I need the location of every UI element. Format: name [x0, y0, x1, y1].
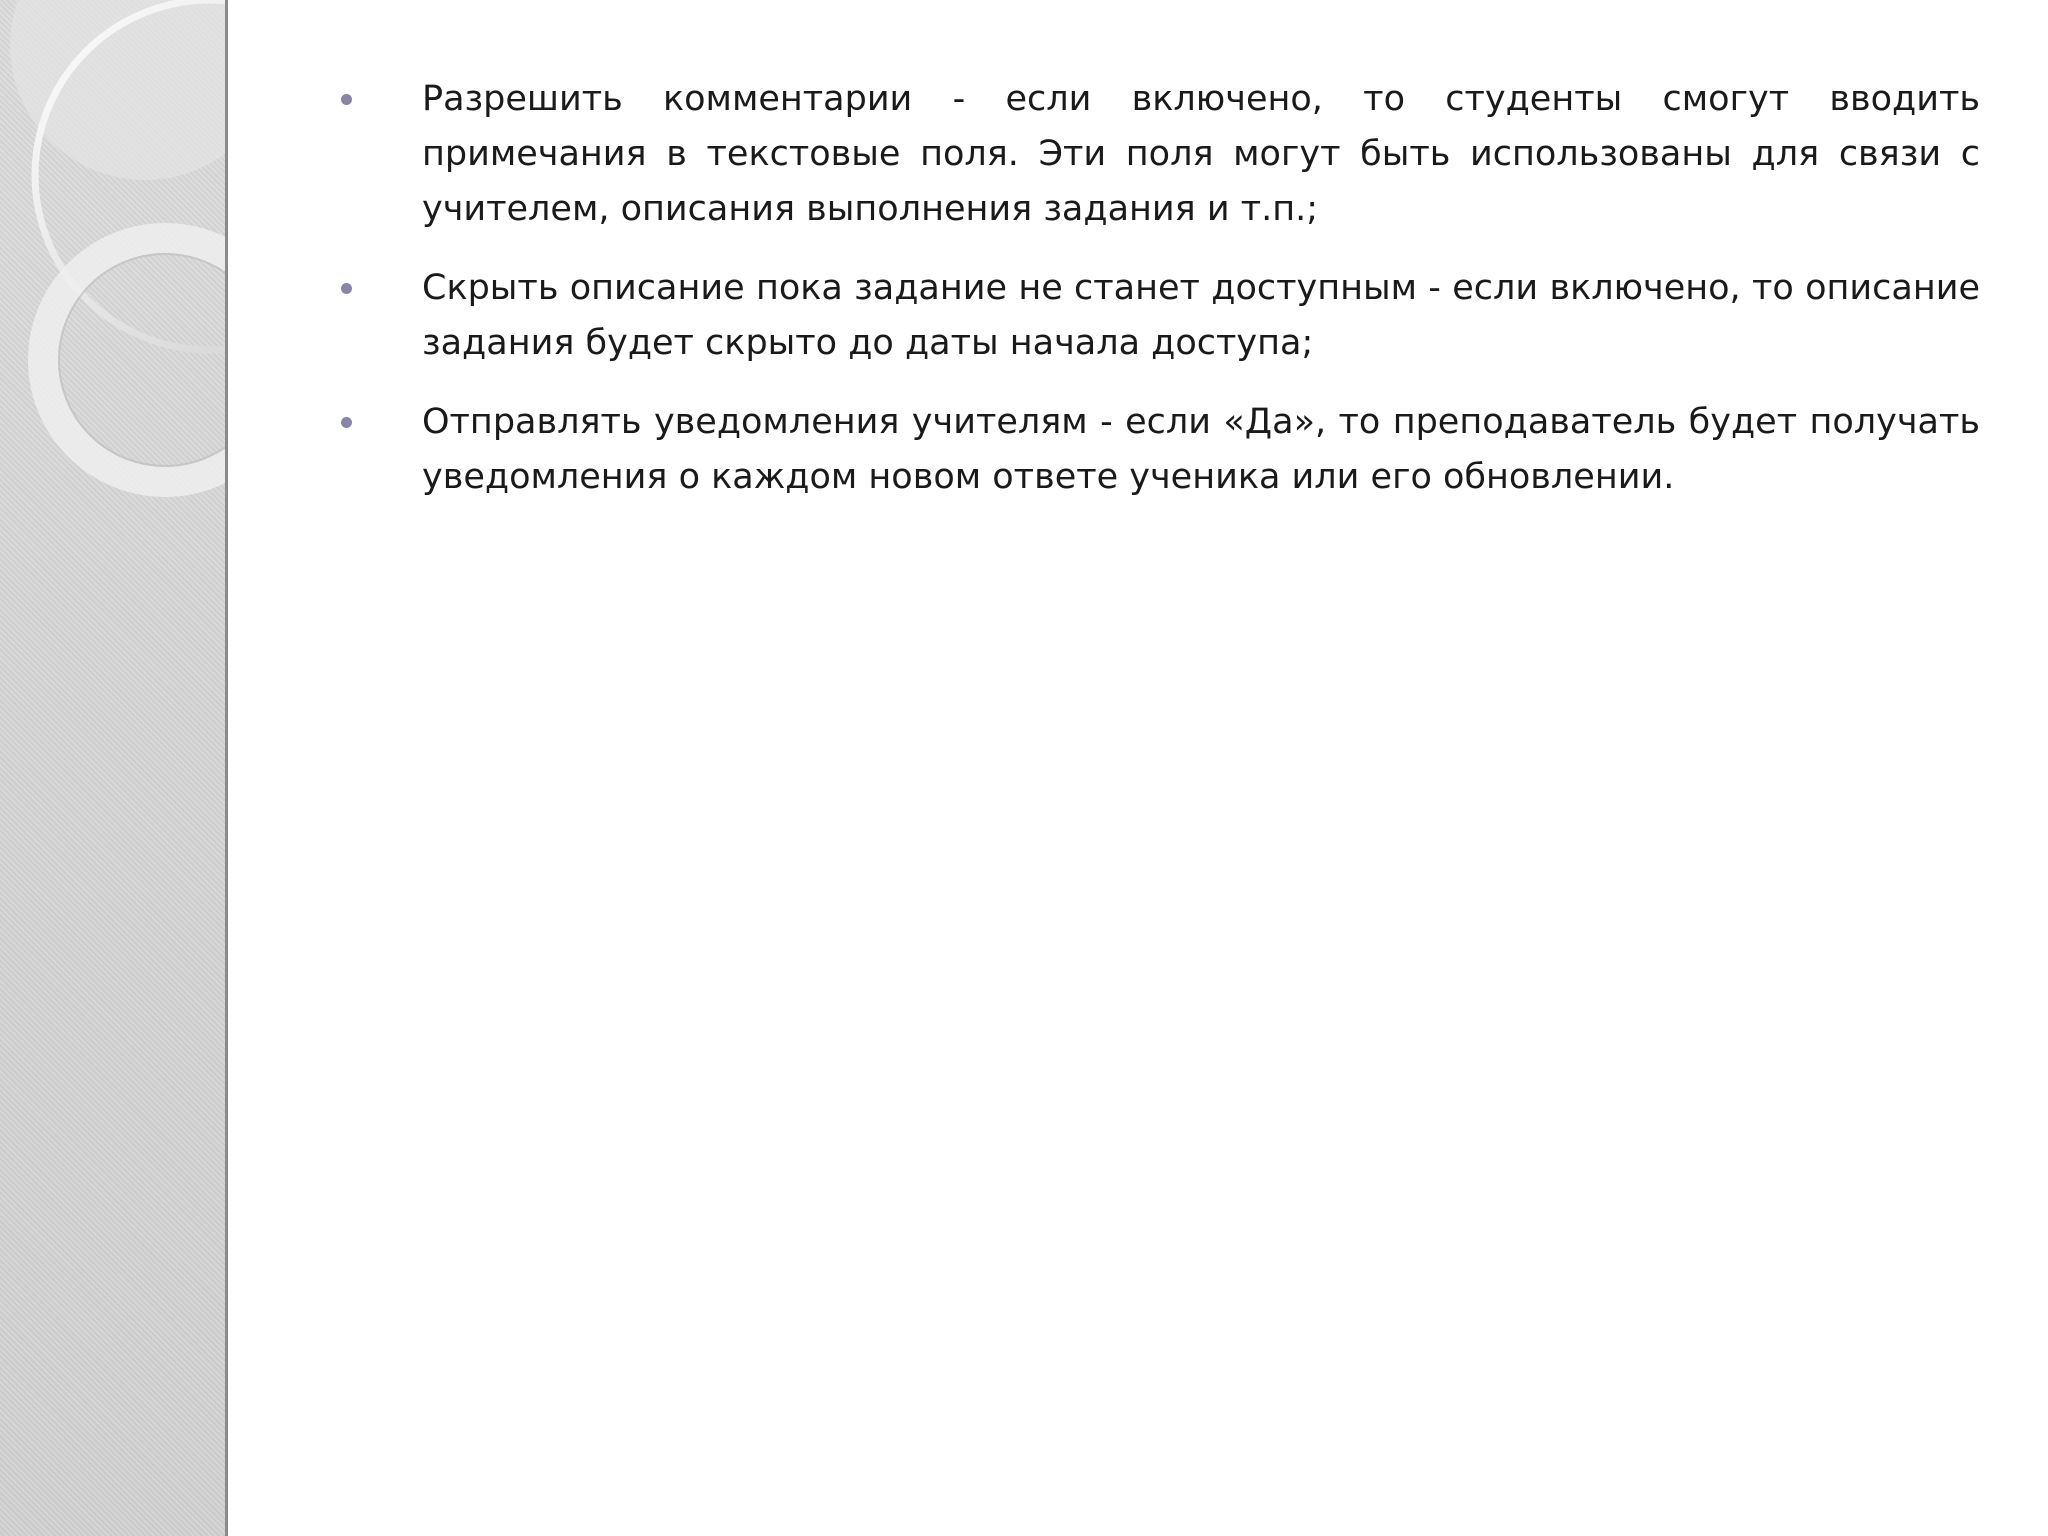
- bullet-item-send-notifications: [330, 395, 1980, 505]
- decorative-rings: [0, 0, 228, 520]
- bullet-item-allow-comments: [330, 72, 1980, 237]
- bullet-dot-icon: [341, 417, 352, 428]
- decorative-side-panel: [0, 0, 228, 1536]
- slide-content: [330, 72, 1980, 529]
- bullet-text: Разрешить комментарии - если включено, то студенты смогут вводить примечания в текстовые поля. Эти поля могут быть использованы для связи с учителем, описания выполнения задания и т.п.;: [422, 79, 1980, 229]
- bullet-dot-icon: [341, 283, 352, 294]
- decorative-small-ring-outer: [43, 238, 228, 482]
- bullet-text: Отправлять уведомления учителям - если «Да», то преподаватель будет получать уведомления о каждом новом ответе ученика или его обновлении.: [422, 402, 1980, 497]
- bullet-text: Скрыть описание пока задание не станет доступным - если включено, то описание задания будет скрыто до даты начала доступа;: [422, 268, 1980, 363]
- bullet-dot-icon: [341, 94, 352, 105]
- bullet-item-hide-description: [330, 261, 1980, 371]
- bullet-list: [330, 72, 1980, 505]
